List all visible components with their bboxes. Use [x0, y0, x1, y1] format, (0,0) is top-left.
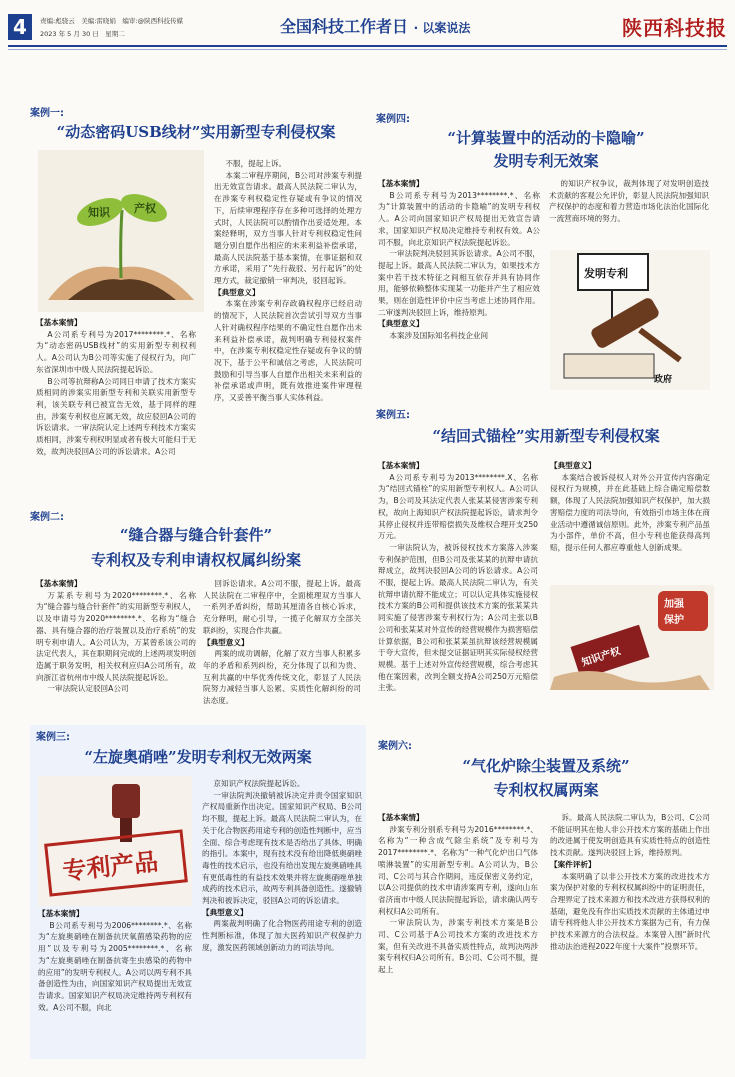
- protect-text-1: 加强: [664, 599, 684, 610]
- paragraph: 的知识产权争议，裁判体现了对发明创造技术贡献的客观公允评价，彰显人民法院加强知识产权保护的态度和着力营造市场化法治化国际化一流营商环境的努力。: [549, 179, 709, 224]
- paragraph: 两案裁判明确了化合物医药用途专利的创造性判断标准，体现了加大医药知识产权保护力度，激发医药领域创新动力的司法导向。: [202, 919, 362, 952]
- section-main: 全国科技工作者日: [280, 17, 409, 36]
- case2-col-right: [203, 578, 361, 718]
- paragraph: B公司等抗辩称A公司同日申请了技术方案实质相同的涉案实用新型专利和关联实用新型专利，该关联专利已被宣告无效，基于同样的理由，涉案专利权也应属无效，故应驳回A公司的诉讼请求。一审法院认定上述两专利技术方案实质相同，涉案专利权明显或者有极大可能归于无效，故判决驳回A公司的诉讼请求。A公司: [36, 376, 196, 456]
- header-rule-thin: [8, 49, 727, 50]
- case6-col-left: [378, 812, 538, 1058]
- paragraph: A公司系专利号为2013********.X、名称为“结回式锚栓”的实用新型专利权人。A公司认为，B公司及其法定代表人张某某侵害涉案专利权，故向上海知识产权法院提起诉讼，请求判令其停止侵权并连带赔偿损失及维权合理开支250万元。: [378, 472, 538, 541]
- issue-date: 2023 年 5 月 30 日 星期二: [40, 30, 125, 38]
- case5-col-right: [550, 460, 710, 578]
- section-heading: 【基本案情】: [378, 461, 424, 470]
- page-number: 4: [8, 14, 32, 40]
- section-heading: 【基本案情】: [378, 813, 424, 822]
- case3-label: 案例三:: [36, 732, 70, 743]
- paragraph: 本案在涉案专利存政确权程序已经启动的情况下，人民法院首次尝试引导双方当事人针对确权程序结果的不确定性自愿作出未来利益补偿承诺，裁判明确专利侵权案件中，在涉案专利权稳定性存疑或有争议的情况下，基于公平和诚信之考虑，人民法院可鼓励和引导当事人自愿作出相关未来利益的补偿承诺或声明，既有效推进案件审理程序，又妥善平衡当事人实体利益。: [214, 299, 362, 403]
- case2-label: 案例二:: [30, 512, 64, 523]
- case5-label: 案例五:: [376, 410, 410, 421]
- case3-title: “左旋奥硝唑”发明专利权无效两案: [84, 748, 312, 766]
- section-heading: 【典型意义】: [378, 319, 424, 329]
- seedling-label-right: 产权: [134, 202, 156, 215]
- case6-col-right: [550, 812, 710, 1058]
- seedling-label-left: 知识: [88, 206, 110, 219]
- paragraph: 本案明确了以非公开技术方案的改进技术方案为保护对象的专利权权属纠纷中的证明责任，合理界定了技术来源方和技术改进方获得权利的基础，避免没有作出实质技术贡献的主体通过申请专利将他人非公开技术方案据为己有，有力保护技术来源方的合法权益。本案曾入围“新时代推动法治进程2022年度十大案件”投票环节。: [550, 871, 710, 951]
- case1-title: “动态密码USB线材”实用新型专利侵权案: [56, 123, 336, 141]
- patent-stamp-image: [38, 776, 192, 906]
- paragraph: 不服，提起上诉。: [225, 159, 287, 168]
- patent-sign-text: 发明专利: [584, 267, 628, 280]
- case5-title: “结回式锚栓”实用新型专利侵权案: [432, 427, 660, 445]
- paragraph: 一审法院认为，被诉侵权技术方案落入涉案专利保护范围，但B公司及张某某的抗辩申请抗辩成立，故判决驳回A公司的诉讼请求。A公司不服，提起上诉。最高人民法院二审认为，有关抗辩申请抗辩不能成立；可以认定具体实施侵权技术方案的B公司和提供该技术方案的张某某共同实施了侵害涉案专利权行为；A公司主张以B公司和张某某对外宣传的经营规模作为损害赔偿计算依据，B公司和张某某虽抗辩该经营规模属于夸大宣传，但未提交证据证明其实际侵权经营规模。基于上述对外宣传经营规模，综合考虑其他在案因素，改判全额支持A公司250万元赔偿主张。: [378, 542, 538, 693]
- stamp-text: 专利产品: [61, 846, 160, 886]
- case4-col-left: [378, 178, 540, 408]
- case5-col-left: [378, 460, 538, 722]
- header-rule: [8, 45, 727, 47]
- ip-text: 知识产权: [580, 646, 622, 669]
- case6-title-line1: “气化炉除尘装置及系统”: [462, 757, 630, 775]
- case3-col-left: [38, 908, 192, 1056]
- paragraph: 一审法院判决驳回其诉讼请求。A公司不服，提起上诉。最高人民法院二审认为，如果技术方案中若干技术特征之间相互依存并具有协同作用，能够依赖整体实现某一功能并产生了相应效果，则在创造性评价中应当考虑上述协同作用。二审遂判决驳回上诉，维持原判。: [378, 249, 540, 317]
- section-heading: 【基本案情】: [378, 179, 424, 188]
- editor-credits: 责编:彪骁云 美编:雷晓娟 编审:@陕西科技传媒: [40, 17, 184, 25]
- section-heading: 【典型意义】: [214, 287, 260, 297]
- case4-title-line2: 发明专利无效案: [493, 152, 599, 170]
- section-heading: 【基本案情】: [36, 579, 82, 588]
- case2-title-line2: 专利权及专利申请权权属纠纷案: [90, 551, 301, 569]
- section-heading: 【典型意义】: [203, 637, 249, 647]
- case6-title-line2: 专利权权属两案: [493, 781, 599, 799]
- paragraph: 本案二审程序期间，B公司对涉案专利提出无效宣告请求。最高人民法院二审认为，在涉案专利权稳定性存疑或有争议的情况下，后续审理程序存在多种可选择的处理方式时，人民法院可以酌情作出妥适处理。本案经释明，双方当事人针对专利权稳定性问题分别自愿作出相应的未来利益补偿承诺，最高人民法院基于基本案情，在事证据和双方承诺，采用了“先行裁驳、另行起诉”的处理方式，裁定撤销一审判决，驳回起诉。: [214, 170, 362, 286]
- case1-col-right: [214, 158, 362, 490]
- paragraph: A公司系专利号为2017********.*、名称为“动态密码USB线材”的实用新型专利权利人。A公司认为B公司等实施了侵权行为，向广东省深圳市中级人民法院提起诉讼。: [36, 329, 196, 374]
- section-heading: 【基本案情】: [38, 909, 84, 918]
- paragraph: 京知识产权法院提起诉讼。: [213, 779, 305, 788]
- paragraph: 本案涉及国际知名科技企业间: [389, 331, 489, 341]
- protect-text-2: 保护: [664, 615, 684, 626]
- section-heading: 【典型意义】: [550, 461, 596, 470]
- case3-col-right: [202, 778, 362, 1056]
- paragraph: 回诉讼请求。A公司不服，提起上诉。最高人民法院在二审程序中，全面梳理双方当事人一系列矛盾纠纷，帮助其厘清各自核心诉求，充分释明，耐心引导，一揽子化解双方全部关联纠纷，实现合作共赢。: [203, 579, 361, 635]
- paragraph: 万某系专利号为2020********.*、名称为“缝合器与缝合针套件”的实用新型专利权人，以及申请号为2020********.*、名称为“缝合器、具有缝合器的治疗装置以及治疗系统”的发明专利申请人。A公司认为，万某曾系该公司的法定代表人，其在职期间完成的上述两项发明创造属于职务发明，相关权利应归A公司所有，故向浙江省杭州市中级人民法院提起诉讼。: [36, 590, 196, 682]
- paragraph: 一审法院判决撤销被诉决定并责令国家知识产权局重新作出决定。国家知识产权局、B公司均不服，提起上诉。最高人民法院二审认为，在关于化合物医药用途专利的创造性判断中，应当全面、综合考虑现有技术是否给出了具体、明确的指引。本案中，现有技术没有给出降低奥硝唑毒性的技术启示，也没有给出发现左旋奥硝唑具有更低毒性的有益技术效果并将左旋奥硝唑单独成药的技术启示，故两专利具备创造性。遂撤销判决和被诉决定，驳回A公司的诉讼请求。: [202, 790, 362, 906]
- case2-col-left: [36, 578, 196, 718]
- paragraph: B公司系专利号为2006********.*、名称为“左旋奥硝唑在制备抗厌氧菌感染药物的应用”以及专利号为2005********.*、名称为“左旋奥硝唑在制备抗寄生虫感染的药物中的应用”的发明专利权人。A公司以两专利不具备创造性为由，向国家知识产权局提出无效宣告请求。国家知识产权局决定维持两专利权有效。A公司不服，向北: [38, 920, 192, 1012]
- section-subtitle: · 以案说法: [413, 21, 471, 35]
- case1-col-left: [36, 317, 196, 492]
- paragraph: 涉案专利分别系专利号为2016********.*、名称为“一种含成气除尘系统”及专利号为2017********.*、名称为“一种气化炉出口气体喷淋装置”的实用新型专利。A公司认为，B公司、C公司与其合作期间，违反保密义务约定，以A公司提供的技术申请涉案两专利，遂向山东省济南市中级人民法院提起诉讼，请求确认两专利权归A公司所有。: [378, 824, 538, 916]
- section-title: [280, 14, 470, 37]
- case6-label: 案例六:: [378, 741, 412, 752]
- case4-title-line1: “计算装置中的活动的卡隐喻”: [447, 129, 645, 147]
- seedling-hands-image: [38, 150, 204, 312]
- paragraph: 一审法院认为，涉案专利技术方案是B公司、C公司基于A公司技术方案的改进技术方案，但有关改进不具备实质性特点，故判决两涉案专利权归A公司所有。B公司、C公司不服，提起上: [378, 918, 538, 975]
- paragraph: 本案结合被诉侵权人对外公开宣传内容确定侵权行为规模，并在此基础上综合确定赔偿数额，体现了人民法院加强知识产权保护，加大损害赔偿力度的司法导向，有效指引市场主体在商业活动中遵循诚信原则。此外，涉案专利产品虽为小部件，单价不高，但小专利也能获得高判赔，提示任何人都应尊重他人创新成果。: [550, 472, 710, 552]
- government-label: 政府: [654, 375, 673, 385]
- paragraph: B公司系专利号为2013********.*、名称为“计算装置中的活动的卡隐喻”的发明专利权人。A公司向国家知识产权局提出无效宣告请求，国家知识产权局决定维持专利权有效。A公司不服，向北京知识产权法院提起诉讼。: [378, 190, 540, 247]
- section-heading: 【典型意义】: [202, 907, 248, 917]
- section-heading: 【基本案情】: [36, 318, 82, 327]
- gavel-patent-image: [550, 250, 710, 390]
- ip-protection-image: [550, 585, 714, 690]
- newspaper-masthead: 陕西科技报: [622, 16, 727, 40]
- case4-label: 案例四:: [376, 114, 410, 125]
- paragraph: 一审法院认定驳回A公司: [47, 684, 129, 694]
- paragraph: 两案的成功调解，化解了双方当事人积累多年的矛盾和系列纠纷，充分体现了以和为贵、互利共赢的中华优秀传统文化，彰显了人民法院努力减轻当事人讼累、实质性化解纠纷的司法态度。: [203, 649, 361, 706]
- case4-col-right: [549, 178, 709, 248]
- case2-title-line1: “缝合器与缝合针套件”: [119, 526, 273, 544]
- case1-label: 案例一:: [30, 108, 64, 119]
- section-heading: 【案件评析】: [550, 859, 596, 869]
- paragraph: 诉。最高人民法院二审认为，B公司、C公司不能证明其在他人非公开技术方案的基础上作出的改进属于使发明创造具有实质性特点的创造性技术贡献。遂判决驳回上诉，维持原判。: [550, 813, 710, 858]
